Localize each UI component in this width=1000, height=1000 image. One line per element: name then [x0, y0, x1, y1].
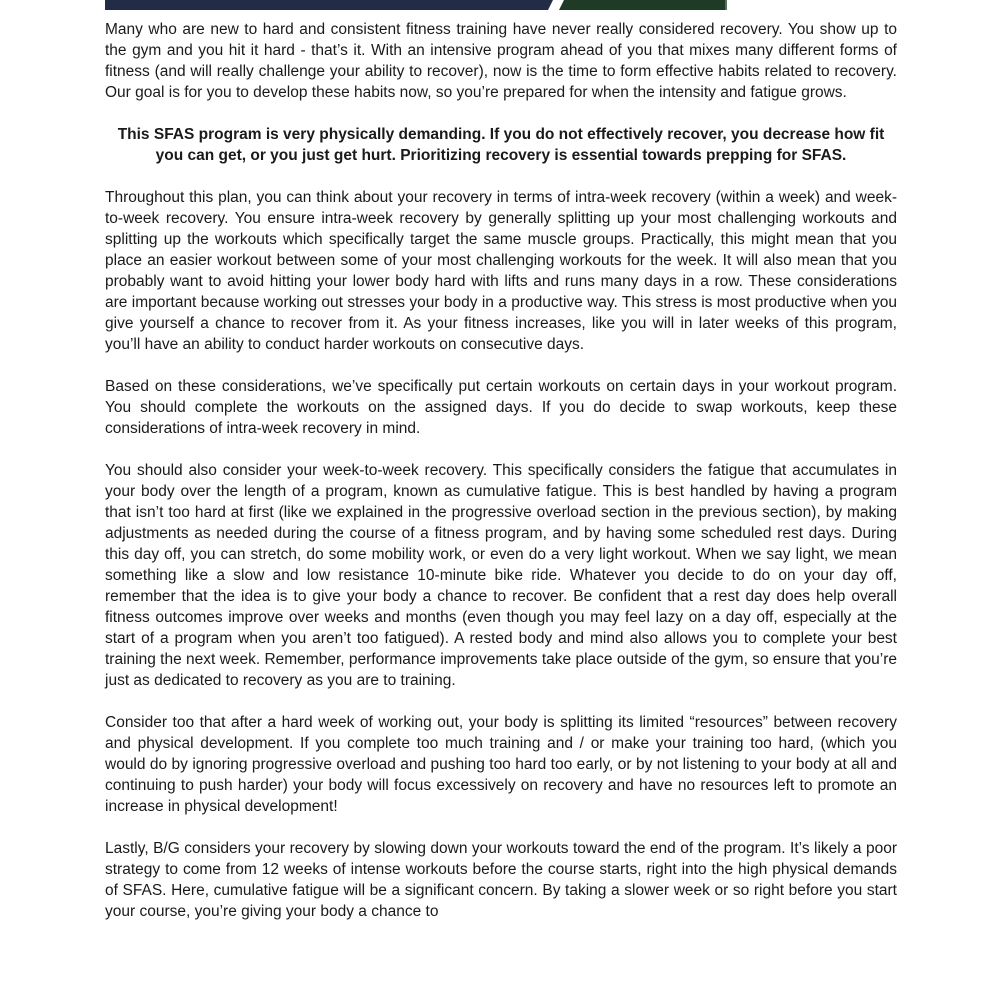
document-body: [105, 10, 897, 943]
paragraph-taper-before-course: Lastly, B/G considers your recovery by slowing down your workouts toward the end of the program. It’s likely a poor strategy to come from 12 weeks of intense workouts before the course starts, right into the high physical demands of SFAS. Here, cumulative fatigue will be a significant concern. By taking a slower week or so right before you start your course, you’re giving your body a chance to: [105, 840, 897, 920]
header-bar-green-segment: [559, 0, 727, 10]
callout-sfas-demanding: This SFAS program is very physically demanding. If you do not effectively recover, you decrease how fit you can get, or you just get hurt. Prioritizing recovery is essential towards prepping for SFAS.: [117, 126, 885, 164]
paragraph-assigned-days: Based on these considerations, we’ve specifically put certain workouts on certain days in your workout program. You should complete the workouts on the assigned days. If you do decide to swap workouts, keep these considerations of intra-week recovery in mind.: [105, 378, 897, 437]
header-bar: [0, 0, 1000, 10]
paragraph-intra-week-recovery: Throughout this plan, you can think about your recovery in terms of intra-week recovery (within a week) and week-to-week recovery. You ensure intra-week recovery by generally splitting up your most challenging workouts and splitting up the workouts which specifically target the same muscle groups. Practically, this might mean that you place an easier workout between some of your most challenging workouts for the week. It will also mean that you probably want to avoid hitting your lower body hard with lifts and runs many days in a row. These considerations are important because working out stresses your body in a productive way. This stress is most productive when you give yourself a chance to recover from it. As your fitness increases, like you will in later weeks of this program, you’ll have an ability to conduct harder workouts on consecutive days.: [105, 189, 897, 353]
paragraph-recovery-intro: Many who are new to hard and consistent fitness training have never really considered recovery. You show up to the gym and you hit it hard - that’s it. With an intensive program ahead of you that mixes many different forms of fitness (and will really challenge your ability to recover), now is the time to form effective habits related to recovery. Our goal is for you to develop these habits now, so you’re prepared for when the intensity and fatigue grows.: [105, 21, 897, 101]
paragraph-limited-resources: Consider too that after a hard week of working out, your body is splitting its limited “resources” between recovery and physical development. If you complete too much training and / or make your training too hard, (which you would do by ignoring progressive overload and pushing too hard too early, or by not listening to your body at all and continuing to push harder) your body will focus excessively on recovery and have no resources left to promote an increase in physical development!: [105, 714, 897, 815]
paragraph-week-to-week-recovery: You should also consider your week-to-week recovery. This specifically considers the fatigue that accumulates in your body over the length of a program, known as cumulative fatigue. This is best handled by having a program that isn’t too hard at first (like we explained in the progressive overload section in the previous section), by making adjustments as needed during the course of a fitness program, and by having some scheduled rest days. During this day off, you can stretch, do some mobility work, or even do a very light workout. When we say light, we mean something like a slow and low resistance 10-minute bike ride. Whatever you decide to do on your day off, remember that the idea is to give your body a chance to recover. Be confident that a rest day does help overall fitness outcomes improve over weeks and months (even though you may feel lazy on a day off, especially at the start of a program when you aren’t too fatigued). A rested body and mind also allows you to complete your best training the next week. Remember, performance improvements take place outside of the gym, so ensure that you’re just as dedicated to recovery as you are to training.: [105, 462, 897, 689]
header-bar-green-edge: [725, 0, 727, 10]
header-bar-navy-segment: [105, 0, 553, 10]
